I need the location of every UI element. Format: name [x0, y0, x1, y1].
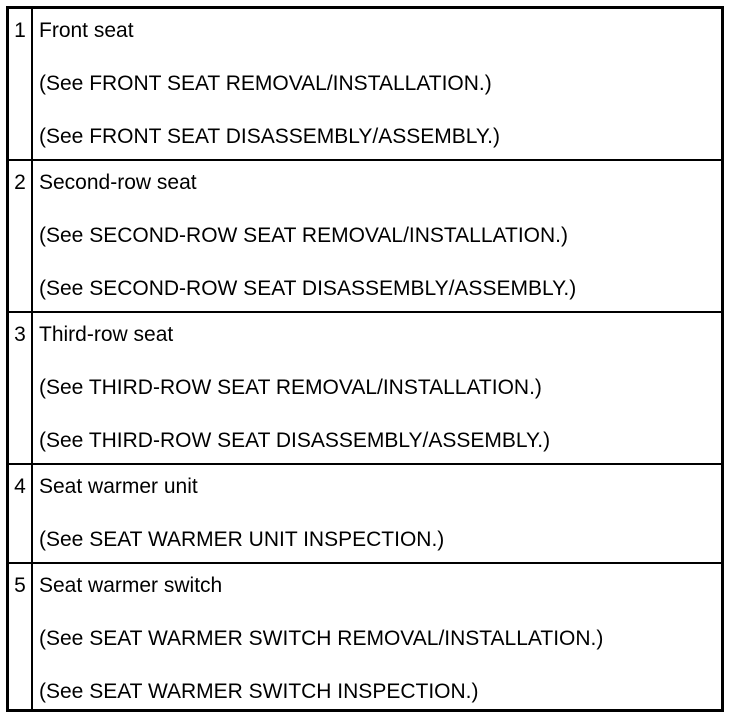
reference-link[interactable]: (See SECOND-ROW SEAT REMOVAL/INSTALLATION.)	[39, 224, 568, 247]
row-title: Third-row seat	[39, 323, 174, 346]
component-table	[6, 6, 724, 712]
row-number: 2	[9, 161, 33, 311]
reference-link[interactable]: (See SEAT WARMER SWITCH INSPECTION.)	[39, 680, 479, 703]
row-number: 5	[9, 564, 33, 709]
row-content	[33, 161, 721, 311]
row-title: Seat warmer switch	[39, 574, 223, 597]
table-row	[9, 313, 721, 465]
table-row	[9, 564, 721, 709]
row-content	[33, 465, 721, 562]
table-row	[9, 9, 721, 161]
row-content	[33, 313, 721, 463]
reference-link[interactable]: (See THIRD-ROW SEAT REMOVAL/INSTALLATION.)	[39, 376, 542, 399]
row-number: 3	[9, 313, 33, 463]
row-title: Front seat	[39, 19, 134, 42]
table-row	[9, 465, 721, 564]
row-number: 4	[9, 465, 33, 562]
row-title: Second-row seat	[39, 171, 197, 194]
row-content	[33, 564, 721, 709]
reference-link[interactable]: (See SEAT WARMER UNIT INSPECTION.)	[39, 528, 445, 551]
reference-link[interactable]: (See FRONT SEAT REMOVAL/INSTALLATION.)	[39, 72, 492, 95]
table-row	[9, 161, 721, 313]
reference-link[interactable]: (See THIRD-ROW SEAT DISASSEMBLY/ASSEMBLY.)	[39, 429, 551, 452]
reference-link[interactable]: (See SEAT WARMER SWITCH REMOVAL/INSTALLATION.)	[39, 627, 604, 650]
reference-link[interactable]: (See SECOND-ROW SEAT DISASSEMBLY/ASSEMBLY.)	[39, 277, 577, 300]
row-number: 1	[9, 9, 33, 159]
row-title: Seat warmer unit	[39, 475, 198, 498]
row-content	[33, 9, 721, 159]
reference-link[interactable]: (See FRONT SEAT DISASSEMBLY/ASSEMBLY.)	[39, 125, 500, 148]
